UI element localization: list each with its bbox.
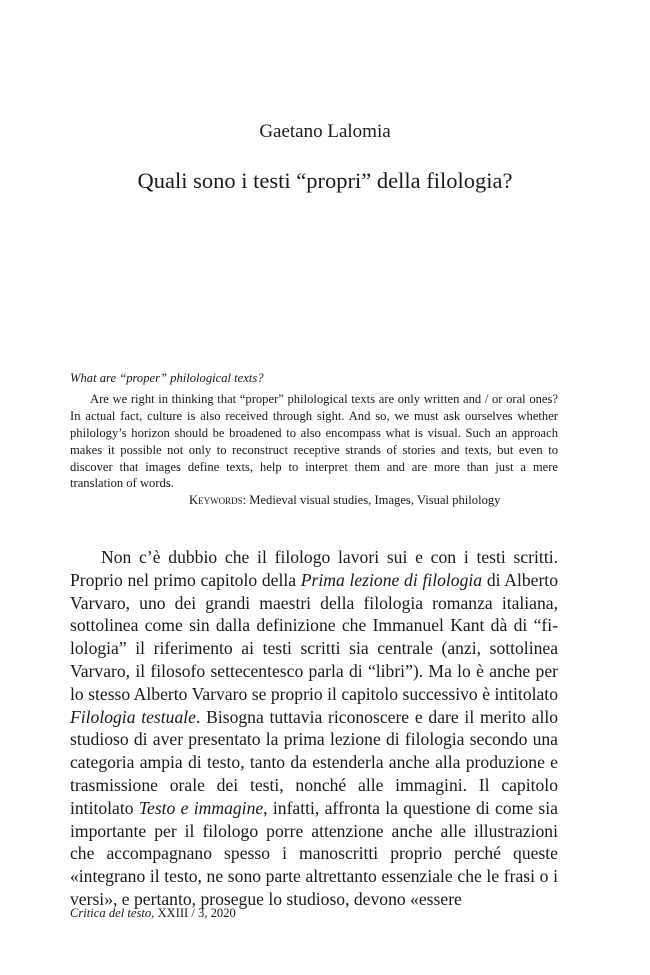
keywords-list: Medieval visual studies, Images, Visual philology bbox=[249, 493, 501, 508]
abstract-text: Are we right in thinking that “proper” philological texts are only written and / or oral ones? In actual fact, culture is also received through sight. And so, we must ask ourselves whether philology’s horizon should be broadened to also encompass what is visual. Such an approach makes it possible not only to reconstruct receptive strands of stories and texts, but even to discover that images define texts, help to interpret them and are more than just a mere translation of words. bbox=[70, 391, 558, 491]
journal-issue: , XXIII / 3, 2020 bbox=[151, 906, 236, 920]
body-text bbox=[70, 546, 558, 911]
body-text-run: . Bisogna tuttavia riconoscere e dare il merito allo studioso di aver presentato la prima lezione di filologia secondo una categoria ampia di testo, tanto da estenderla anche alla produzione e trasmissione orale dei testi, nonché alle immagini. Il capitolo intitolato bbox=[70, 706, 559, 818]
journal-name: Critica del testo bbox=[70, 906, 152, 920]
body-text-run: di Alberto Varvaro, uno dei grandi maestri della filologia romanza italiana, sottolinea come sin dalla definizione che Immanuel Kant dà di “filologia” il riferimento ai testi scritti sia centrale (anzi, sottolinea Varvaro, il filosofo settecentesco parla di “libri”). Ma lo è anche per lo stesso Alberto Varvaro se proprio il capitolo successivo è intitolato bbox=[70, 569, 558, 704]
body-text-run: Non c’è dubbio che il filologo lavori sui e con i testi scritti. Proprio nel primo capitolo della bbox=[70, 547, 558, 590]
article-title: Quali sono i testi “propri” della filologia? bbox=[137, 168, 513, 193]
keywords-line bbox=[70, 492, 558, 509]
chapter-title-testo-immagine: Testo e immagine bbox=[138, 797, 264, 818]
abstract-block bbox=[70, 370, 558, 509]
abstract-title: What are “proper” philological texts? bbox=[70, 371, 264, 385]
running-footer bbox=[70, 906, 236, 921]
body-paragraph bbox=[70, 546, 558, 911]
chapter-title-filologia-testuale: Filologia testuale bbox=[70, 706, 196, 727]
keywords-label: Keywords: bbox=[189, 493, 247, 508]
author-name: Gaetano Lalomia bbox=[259, 121, 391, 142]
body-text-run: , infatti, affronta la questione di come sia importante per il filologo porre attenzione anche alle illustrazioni che accompagnano spesso i manoscritti proprio perché queste «integrano il testo, ne sono parte altrettanto essenziale che le frasi o i versi», e pertanto, prosegue lo studioso, devono «essere bbox=[70, 797, 558, 909]
book-title-prima-lezione: Prima lezione di filologia bbox=[300, 569, 483, 590]
